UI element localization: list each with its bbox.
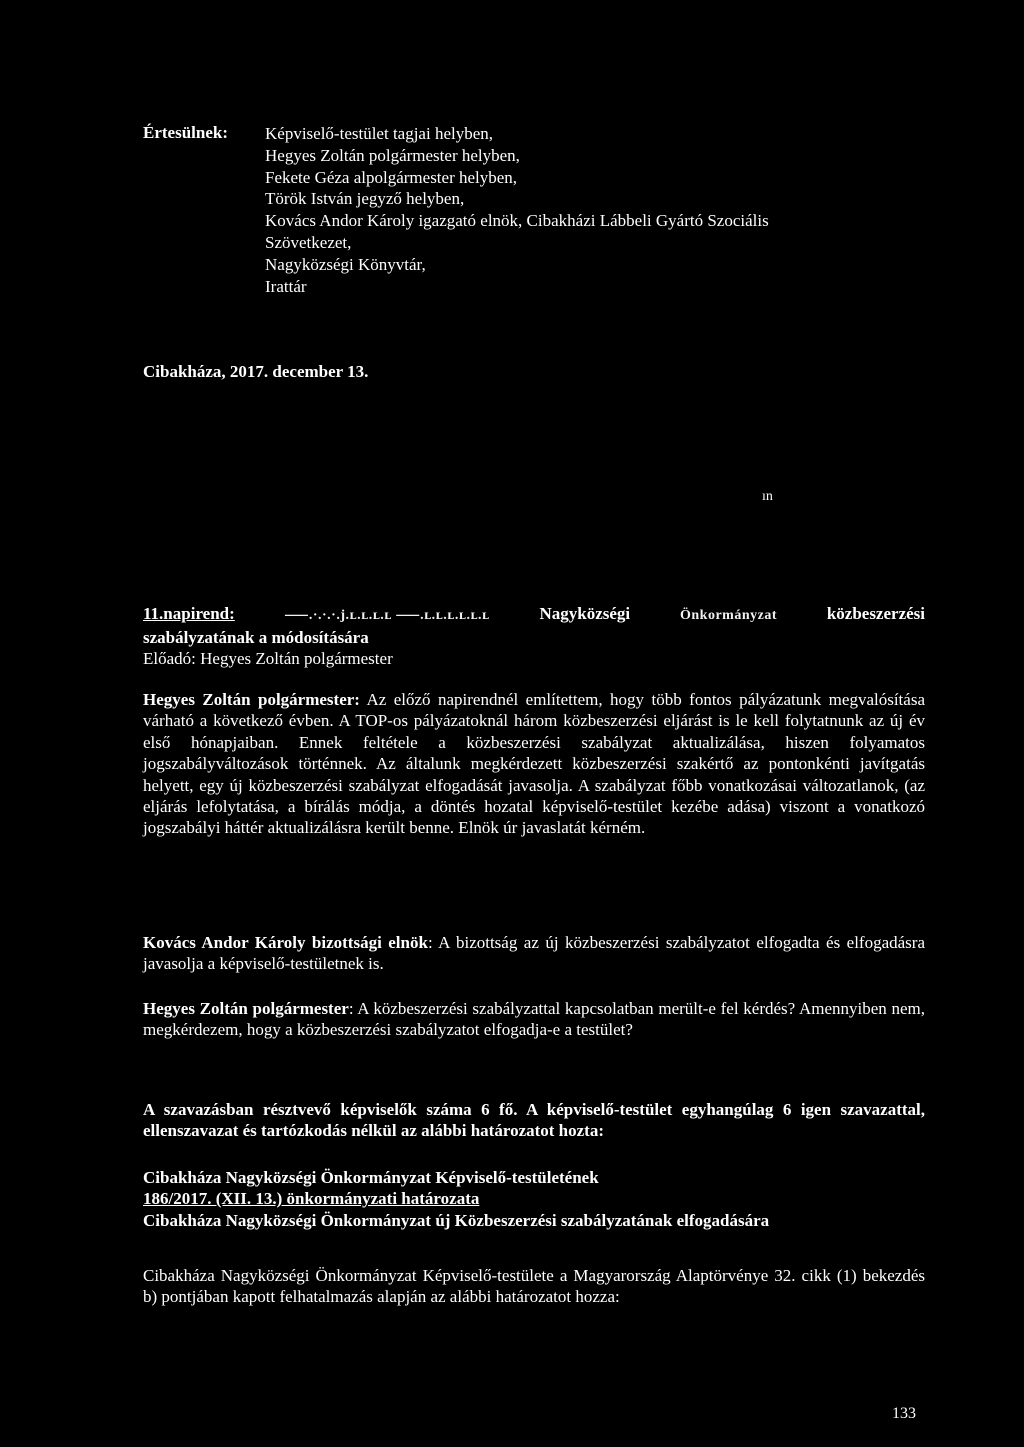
recipient-line: Fekete Géza alpolgármester helyben,: [265, 167, 518, 187]
recipient-line: Kovács Andor Károly igazgató elnök, Cibakházi Lábbeli Gyártó Szociális: [265, 211, 769, 231]
paragraph-mayor-question: [143, 998, 925, 1041]
resolution-line2: 186/2017. (XII. 13.) önkormányzati határozata: [143, 1189, 480, 1209]
paragraph-text: Az előző napirendnél említettem, hogy több fontos pályázatunk megvalósítása várható a következő évben. A TOP-os pályázatoknál három közbeszerzési eljárást is le kell folytatnunk az új év első hónapjaiban. Ennek feltétele a közbeszerzési szabályzat aktualizálása, hiszen folyamatos jogszabályváltozások történnek. Az általunk megkérdezett közbeszerzési szakértő az pontonkénti javítgatás helyett, egy új közbeszerzési szabályzat elfogadását javasolja. A szabályzat főbb vonatkozásai változatlanok, (az eljárás lefolytatása, a bírálás módja, a döntés hozatal képviselő-testület kezébe adása) viszont a vonatkozó jogszabályi háttér aktualizálásra került benne. Elnök úr javaslatát kérném.: [143, 690, 925, 838]
paragraph-mayor-intro: [143, 689, 925, 839]
resolution-line3: Cibakháza Nagyközségi Önkormányzat új Közbeszerzési szabályzatának elfogadására: [143, 1210, 770, 1230]
speaker-name: Kovács Andor Károly bizottsági elnök: [143, 933, 428, 952]
agenda-speaker: Előadó: Hegyes Zoltán polgármester: [143, 649, 393, 668]
recipient-line: Képviselő-testület tagjai helyben,: [265, 124, 494, 143]
recipients-list: [265, 123, 769, 297]
agenda-word-nagykozsegi: Nagyközségi: [539, 604, 631, 623]
paragraph-text: : A bizottság az új közbeszerzési szabályzatot elfogadta és elfogadásra javasolja a képviselő-testületnek is.: [143, 933, 925, 974]
paragraph-committee: [143, 932, 925, 975]
stray-mark: ın: [762, 489, 773, 504]
recipients-label: Értesülnek:: [143, 123, 228, 142]
recipient-line: Szövetkezet,: [265, 232, 352, 252]
recipient-line: Hegyes Zoltán polgármester helyben,: [265, 145, 520, 165]
paragraph-text: : A közbeszerzési szabályzattal kapcsolatban merült-e fel kérdés? Amennyiben nem, megkérdezem, hogy a közbeszerzési szabályzatot elfogadja-e a testület?: [143, 999, 925, 1040]
agenda-item: [143, 603, 925, 670]
agenda-word-onkormanyzat: Önkormányzat: [679, 608, 777, 623]
closing-text: Cibakháza Nagyközségi Önkormányzat Képviselő-testülete a Magyarország Alaptörvénye 32. cikk (1) bekezdés b) pontjában kapott felhatalmazás alapján az alábbi határozatot hozza:: [143, 1266, 925, 1307]
agenda-garbled-text: ⸺.·.·.·.j.ʟ.ʟ.ʟ.ʟ ⸺.ʟ.ʟ.ʟ.ʟ.ʟ.ʟ: [284, 608, 490, 623]
page-number: 133: [892, 1405, 916, 1422]
agenda-title-line2: szabályzatának a módosítására: [143, 627, 369, 647]
date-line: Cibakháza, 2017. december 13.: [143, 362, 369, 381]
recipient-line: Török István jegyző helyben,: [265, 189, 465, 209]
resolution-header: [143, 1167, 925, 1231]
agenda-label: 11.napirend:: [143, 604, 235, 623]
vote-result: [143, 1099, 925, 1142]
speaker-name: Hegyes Zoltán polgármester:: [143, 690, 360, 709]
vote-text: A szavazásban résztvevő képviselők száma 6 fő. A képviselő-testület egyhangúlag 6 igen szavazattal, ellenszavazat és tartózkodás nélkül az alábbi határozatot hozta:: [143, 1100, 925, 1141]
resolution-line1: Cibakháza Nagyközségi Önkormányzat Képviselő-testületének: [143, 1168, 599, 1187]
closing-paragraph: [143, 1265, 925, 1308]
recipient-line: Irattár: [265, 276, 307, 296]
agenda-word-kozbeszerzesi: közbeszerzési: [826, 604, 925, 623]
recipient-line: Nagyközségi Könyvtár,: [265, 254, 426, 274]
speaker-name: Hegyes Zoltán polgármester: [143, 999, 349, 1018]
